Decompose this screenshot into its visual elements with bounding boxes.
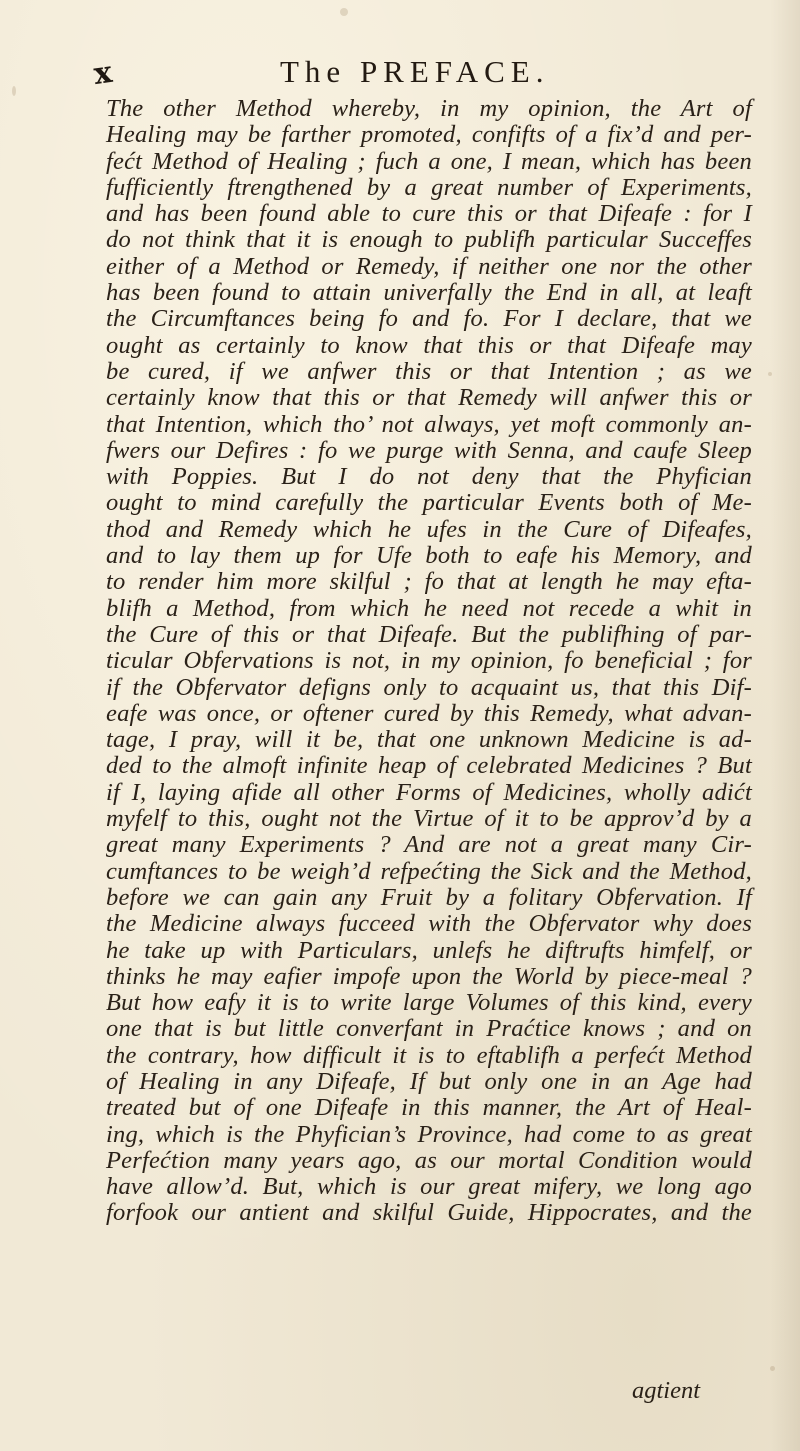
text-line: ing, which is the Phyfician’s Province, had come to as great	[106, 1120, 752, 1148]
text-line: of Healing in any Difeafe, If but only one in an Age had	[106, 1067, 752, 1095]
signature-mark: x	[91, 54, 115, 93]
text-line: he take up with Particulars, unlefs he diftrufts himfelf, or	[106, 936, 752, 964]
text-line: do not think that it is enough to publifh particular Succeffes	[106, 226, 752, 254]
page-edge-shadow	[770, 0, 800, 1451]
text-line: cumftances to be weigh’d refpećting the Sick and the Method,	[106, 857, 752, 885]
text-line: if the Obfervator defigns only to acquaint us, that this Dif-	[106, 673, 752, 701]
text-line: has been found to attain univerfally the End in all, at leaft	[106, 279, 752, 307]
page-header	[0, 54, 800, 94]
text-line: great many Experiments ? And are not a great many Cir-	[106, 831, 752, 859]
text-line: The other Method whereby, in my opinion, the Art of	[106, 95, 752, 122]
text-line: either of a Method or Remedy, if neither one nor the other	[106, 252, 752, 280]
text-line: one that is but little converfant in Praćtice knows ; and on	[106, 1015, 752, 1043]
text-line: with Poppies. But I do not deny that the Phyfician	[106, 463, 752, 491]
text-line: and to lay them up for Ufe both to eafe his Memory, and	[106, 542, 752, 570]
foxing-spot	[768, 372, 772, 376]
text-line: the Medicine always fucceed with the Obfervator why does	[106, 910, 752, 938]
text-line: before we can gain any Fruit by a folitary Obfervation. If	[106, 883, 752, 911]
text-line: ded to the almoft infinite heap of celebrated Medicines ? But	[106, 752, 752, 780]
text-line: the Cure of this or that Difeafe. But the publifhing of par-	[106, 620, 752, 648]
text-line: thod and Remedy which he ufes in the Cure of Difeafes,	[106, 515, 752, 543]
text-line: blifh a Method, from which he need not recede a whit in	[106, 594, 752, 622]
text-line: ought as certainly to know that this or that Difeafe may	[106, 331, 752, 359]
text-line: But how eafy it is to write large Volumes of this kind, every	[106, 989, 752, 1017]
text-line: the contrary, how difficult it is to eftablifh a perfećt Method	[106, 1041, 752, 1069]
text-line: thinks he may eafier impofe upon the World by piece-meal ?	[106, 962, 752, 990]
preface-text	[106, 96, 752, 1227]
text-line: myfelf to this, ought not the Virtue of it to be approv’d by a	[106, 805, 752, 833]
text-line: fufficiently ftrengthened by a great number of Experiments,	[106, 173, 752, 201]
text-line: fećt Method of Healing ; fuch a one, I mean, which has been	[106, 147, 752, 175]
text-line: fwers our Defires : fo we purge with Senna, and caufe Sleep	[106, 436, 752, 464]
text-line: that Intention, which tho’ not always, yet moft commonly an-	[106, 410, 752, 438]
foxing-spot	[770, 1366, 775, 1371]
text-line: treated but of one Difeafe in this manner, the Art of Heal-	[106, 1094, 752, 1122]
text-line: be cured, if we anfwer this or that Intention ; as we	[106, 357, 752, 385]
text-line: Perfećtion many years ago, as our mortal Condition would	[106, 1146, 752, 1174]
text-line: eafe was once, or oftener cured by this Remedy, what advan-	[106, 699, 752, 727]
text-line: ought to mind carefully the particular Events both of Me-	[106, 489, 752, 517]
text-line: to render him more skilful ; fo that at length he may efta-	[106, 568, 752, 596]
catchword: agtient	[631, 1377, 700, 1404]
text-line: the Circumftances being fo and fo. For I declare, that we	[106, 305, 752, 333]
text-line: Healing may be farther promoted, confifts of a fix’d and per-	[106, 121, 752, 149]
running-head: The PREFACE.	[280, 54, 550, 89]
text-line: certainly know that this or that Remedy will anfwer this or	[106, 384, 752, 412]
text-line: and has been found able to cure this or that Difeafe : for I	[106, 200, 752, 228]
text-line: forfook our antient and skilful Guide, Hippocrates, and the	[106, 1199, 752, 1227]
text-line: tage, I pray, will it be, that one unknown Medicine is ad-	[106, 726, 752, 754]
text-line: ticular Obfervations is not, in my opinion, fo beneficial ; for	[106, 647, 752, 675]
text-line: have allow’d. But, which is our great mifery, we long ago	[106, 1173, 752, 1201]
text-line: if I, laying afide all other Forms of Medicines, wholly adićt	[106, 778, 752, 806]
foxing-spot	[340, 8, 348, 16]
